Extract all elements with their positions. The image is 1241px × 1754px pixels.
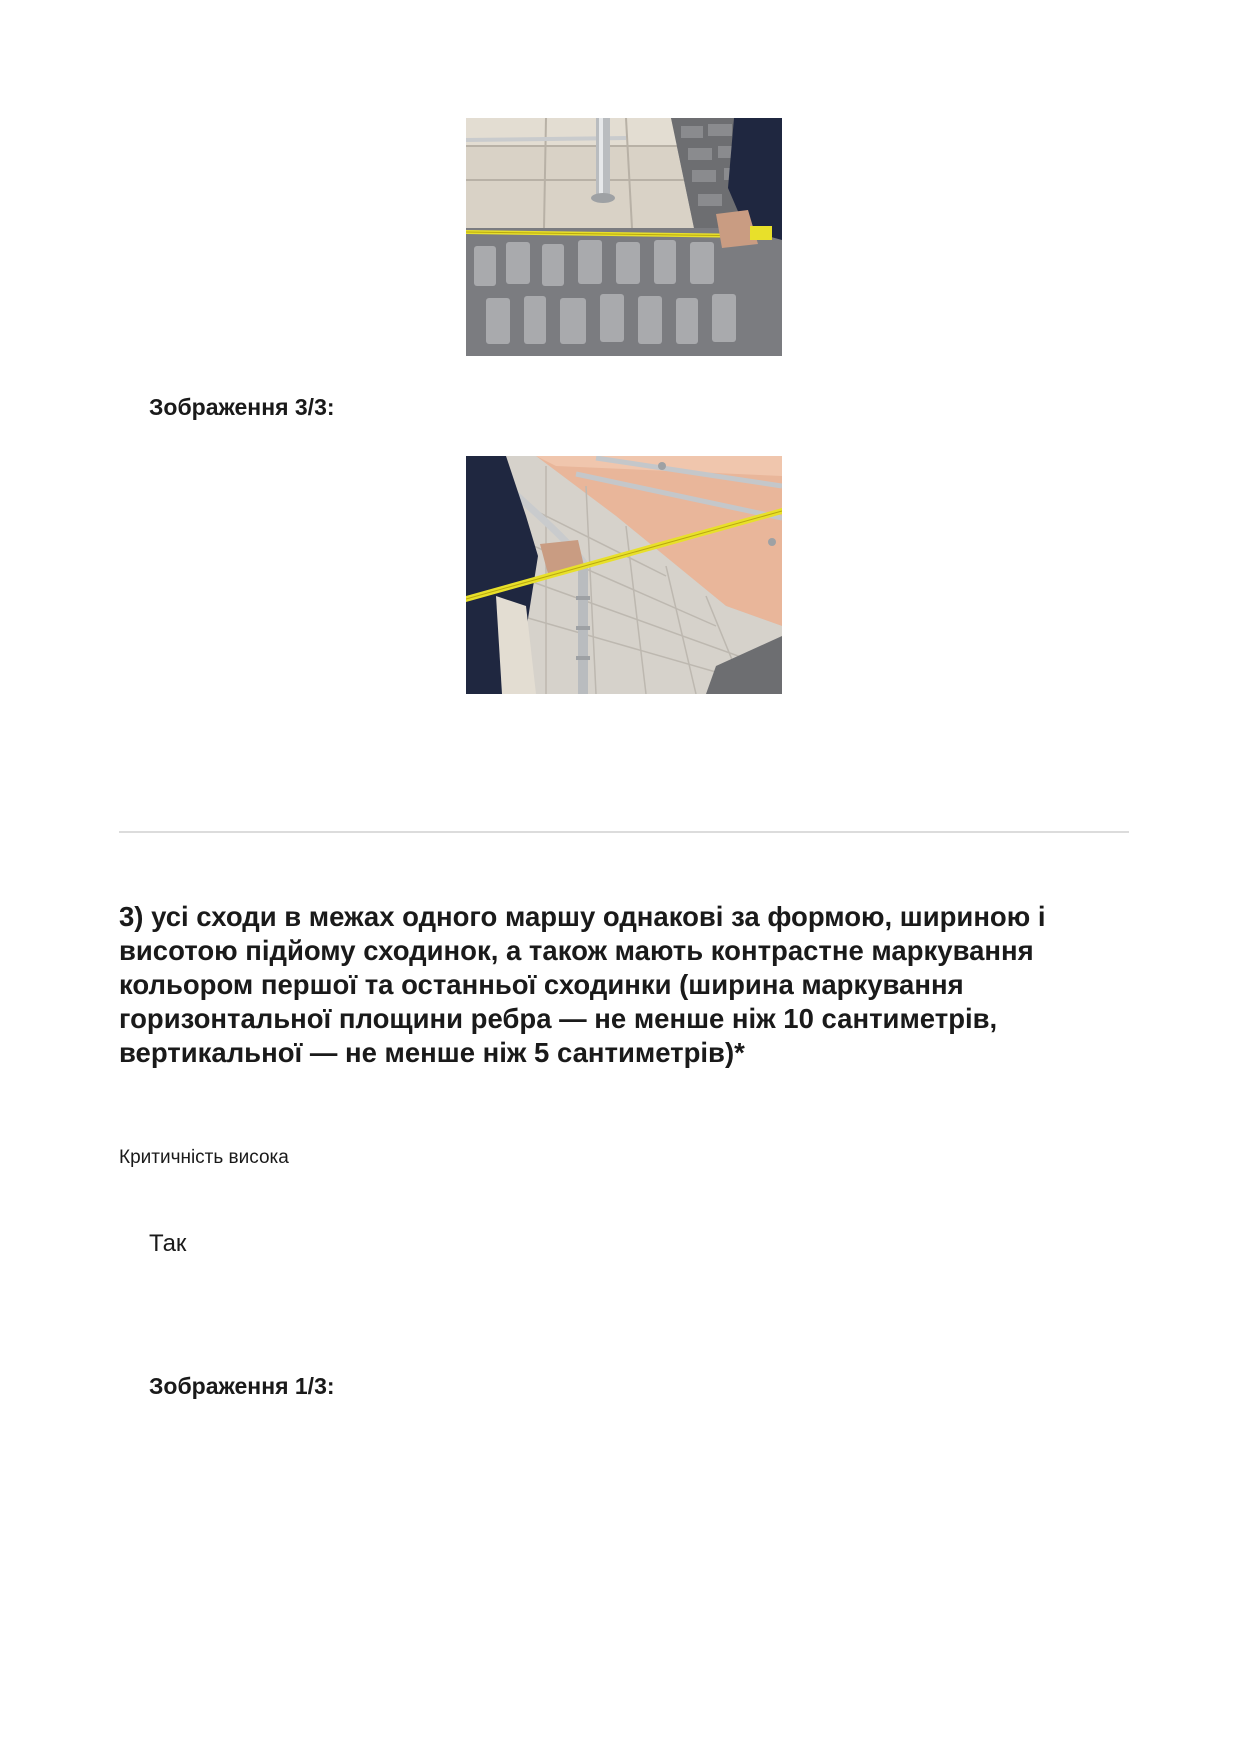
question-title-line: кольором першої та останньої сходинки (ширина маркування	[119, 969, 964, 1000]
question-title-line: вертикальної — не менше ніж 5 сантиметрів)*	[119, 1037, 745, 1068]
question-title	[119, 900, 1129, 1070]
criticality-label: Критичність висока	[119, 1147, 289, 1168]
image-1-caption: Зображення 1/3:	[149, 1373, 335, 1399]
question-title-line: висотою підйому сходинок, а також мають контрастне маркування	[119, 935, 1034, 966]
image-3-caption: Зображення 3/3:	[149, 394, 335, 420]
answer-value: Так	[149, 1230, 187, 1257]
photo-illustration	[466, 456, 782, 694]
section-divider	[119, 831, 1129, 833]
photo-illustration	[466, 118, 782, 356]
photo-tape-measure-handrail	[466, 456, 782, 694]
question-title-line: горизонтальної площини ребра — не менше ніж 10 сантиметрів,	[119, 1003, 998, 1034]
photo-tape-measure-pavement	[466, 118, 782, 356]
question-title-line: 3) усі сходи в межах одного маршу однакові за формою, шириною і	[119, 901, 1046, 932]
